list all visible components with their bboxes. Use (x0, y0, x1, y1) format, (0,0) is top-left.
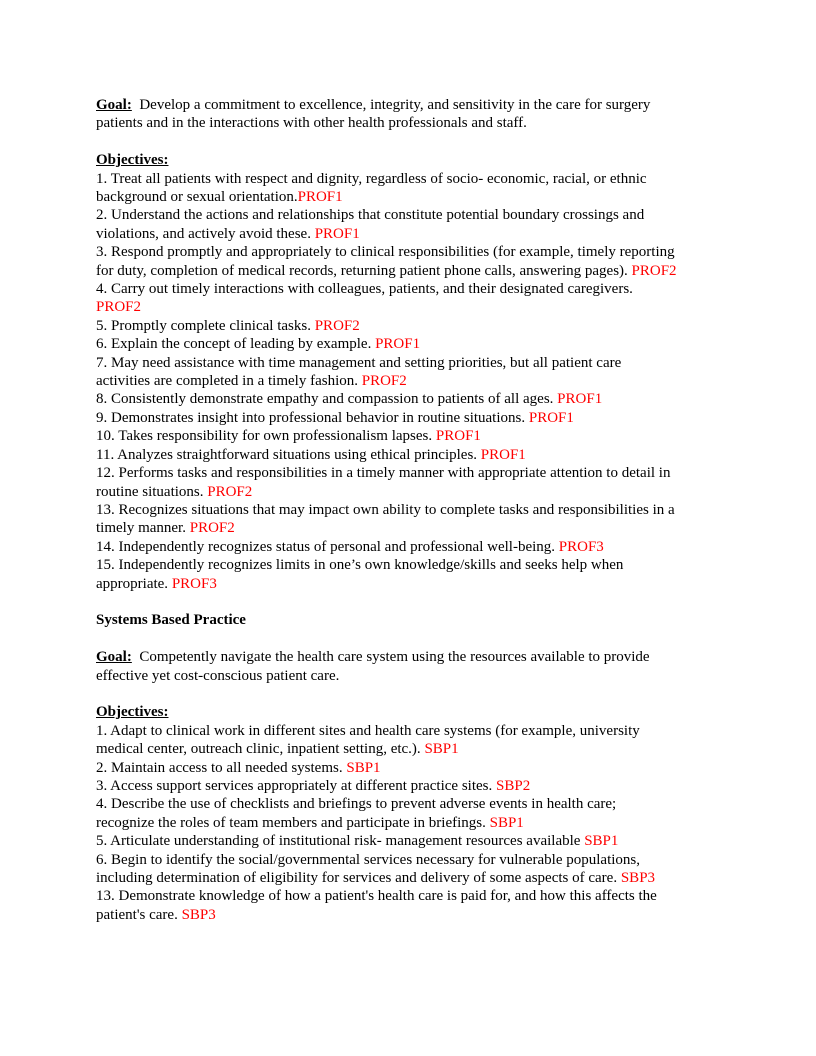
objective-line (96, 188, 726, 206)
objective-line (96, 390, 726, 408)
competency-code: PROF2 (631, 262, 677, 279)
objective-line (96, 759, 726, 777)
objective-text: 11. Analyzes straightforward situations using ethical principles. (96, 446, 481, 463)
objective-line (96, 777, 726, 795)
objective-line (96, 538, 726, 556)
objective-text: timely manner. (96, 520, 190, 537)
competency-code: SBP1 (489, 814, 524, 831)
objective-text: 15. Independently recognizes limits in one’s own knowledge/skills and seeks help when (96, 557, 624, 574)
goal-text: Develop a commitment to excellence, integrity, and sensitivity in the care for surgery (131, 97, 651, 113)
objective-text: 5. Articulate understanding of institutional risk- management resources available (96, 833, 585, 850)
objective-line (96, 740, 726, 758)
objectives-list (96, 722, 726, 924)
objective-line (96, 317, 726, 335)
objective-text: including determination of eligibility for services and delivery of some aspects of care. (96, 870, 621, 886)
objective-line (96, 262, 726, 280)
goal-line-1 (96, 648, 726, 666)
objective-line (96, 869, 726, 887)
competency-code: PROF2 (314, 317, 360, 334)
competency-code: SBP2 (496, 777, 531, 794)
objective-text: 7. May need assistance with time management and setting priorities, but all patient care (96, 354, 622, 371)
objective-line (96, 832, 726, 850)
objective-text: medical center, outreach clinic, inpatient setting, etc.). (96, 741, 425, 758)
competency-code: PROF1 (375, 336, 421, 353)
competency-code: SBP3 (620, 870, 656, 886)
goal-label: Goal: (96, 649, 132, 666)
objective-line (96, 851, 726, 869)
spacer (96, 630, 726, 648)
objective-text: patient's care. (96, 906, 182, 923)
competency-code: SBP3 (181, 906, 216, 923)
objective-text: 12. Performs tasks and responsibilities in a timely manner with appropriate attention to detail in (96, 465, 671, 482)
objective-line (96, 446, 726, 464)
goal-label: Goal: (96, 97, 132, 113)
section-heading: Systems Based Practice (96, 612, 246, 629)
objective-text: 10. Takes responsibility for own professionalism lapses. (96, 428, 436, 445)
objective-line (96, 887, 726, 905)
objective-text: activities are completed in a timely fashion. (96, 373, 362, 390)
objective-line (96, 906, 726, 924)
competency-code: PROF1 (528, 409, 574, 426)
objective-text: 8. Consistently demonstrate empathy and compassion to patients of all ages. (96, 391, 558, 408)
competency-code: PROF1 (480, 446, 526, 463)
objective-text: 2. Understand the actions and relationships that constitute potential boundary crossings and (96, 207, 645, 224)
objective-line (96, 335, 726, 353)
objective-text: 14. Independently recognizes status of personal and professional well-being. (96, 538, 559, 555)
objective-line (96, 280, 726, 298)
competency-code: PROF2 (96, 299, 142, 316)
goal-line-2: patients and in the interactions with other health professionals and staff. (96, 115, 527, 132)
objective-line (96, 243, 726, 261)
objective-line (96, 427, 726, 445)
goal-line-1 (96, 96, 726, 114)
objective-line (96, 483, 726, 501)
objective-text: 4. Carry out timely interactions with colleagues, patients, and their designated caregivers. (96, 281, 633, 298)
competency-code: SBP1 (346, 759, 381, 776)
objective-line (96, 298, 726, 316)
competency-code: PROF3 (171, 575, 217, 592)
objectives-label: Objectives: (96, 152, 169, 169)
competency-code: PROF2 (207, 483, 253, 500)
objective-line (96, 501, 726, 519)
competency-code: PROF2 (189, 520, 235, 537)
objectives-list (96, 170, 726, 593)
competency-code: PROF1 (557, 391, 603, 408)
objective-line (96, 225, 726, 243)
objective-line (96, 170, 726, 188)
objective-text: 3. Respond promptly and appropriately to clinical responsibilities (for example, timely reporting (96, 244, 675, 261)
objective-text: 2. Maintain access to all needed systems. (96, 759, 347, 776)
objective-text: 6. Begin to identify the social/governmental services necessary for vulnerable populations, (96, 851, 641, 868)
objective-line (96, 372, 726, 390)
objective-text: 5. Promptly complete clinical tasks. (96, 317, 315, 334)
spacer (96, 685, 726, 703)
objective-text: routine situations. (96, 483, 208, 500)
objective-text: recognize the roles of team members and participate in briefings. (96, 814, 490, 831)
objective-line (96, 795, 726, 813)
competency-code: SBP1 (584, 833, 619, 850)
objective-line (96, 814, 726, 832)
objective-line (96, 575, 726, 593)
objective-text: for duty, completion of medical records, returning patient phone calls, answering pages). (96, 262, 632, 279)
competency-code: PROF1 (314, 225, 360, 242)
spacer (96, 133, 726, 151)
objective-line (96, 464, 726, 482)
objective-line (96, 409, 726, 427)
objective-text: 13. Recognizes situations that may impact own ability to complete tasks and responsibilities in a (96, 501, 675, 518)
objective-line (96, 519, 726, 537)
objective-line (96, 206, 726, 224)
competency-code: PROF1 (297, 189, 343, 206)
competency-code: PROF1 (435, 428, 481, 445)
objective-text: 9. Demonstrates insight into professional behavior in routine situations. (96, 409, 529, 426)
goal-line-2: effective yet cost-conscious patient care. (96, 667, 340, 684)
spacer (96, 593, 726, 611)
objective-text: 6. Explain the concept of leading by example. (96, 336, 376, 353)
competency-code: PROF2 (361, 373, 407, 390)
objective-line (96, 354, 726, 372)
objective-text: violations, and actively avoid these. (96, 225, 315, 242)
objectives-label: Objectives: (96, 704, 169, 721)
objective-text: 1. Adapt to clinical work in different sites and health care systems (for example, university (96, 722, 640, 739)
goal-text: Competently navigate the health care system using the resources available to provide (131, 649, 650, 666)
objective-line (96, 556, 726, 574)
objective-text: 3. Access support services appropriately at different practice sites. (96, 777, 496, 794)
objective-text: appropriate. (96, 575, 172, 592)
objective-line (96, 722, 726, 740)
objective-text: background or sexual orientation. (96, 189, 298, 206)
objective-text: 1. Treat all patients with respect and dignity, regardless of socio- economic, racial, or ethnic (96, 170, 647, 187)
competency-code: PROF3 (558, 538, 604, 555)
document-page (96, 96, 726, 924)
objective-text: 13. Demonstrate knowledge of how a patient's health care is paid for, and how this affects the (96, 888, 657, 905)
objective-text: 4. Describe the use of checklists and briefings to prevent adverse events in health care; (96, 796, 617, 813)
competency-code: SBP1 (424, 741, 459, 758)
